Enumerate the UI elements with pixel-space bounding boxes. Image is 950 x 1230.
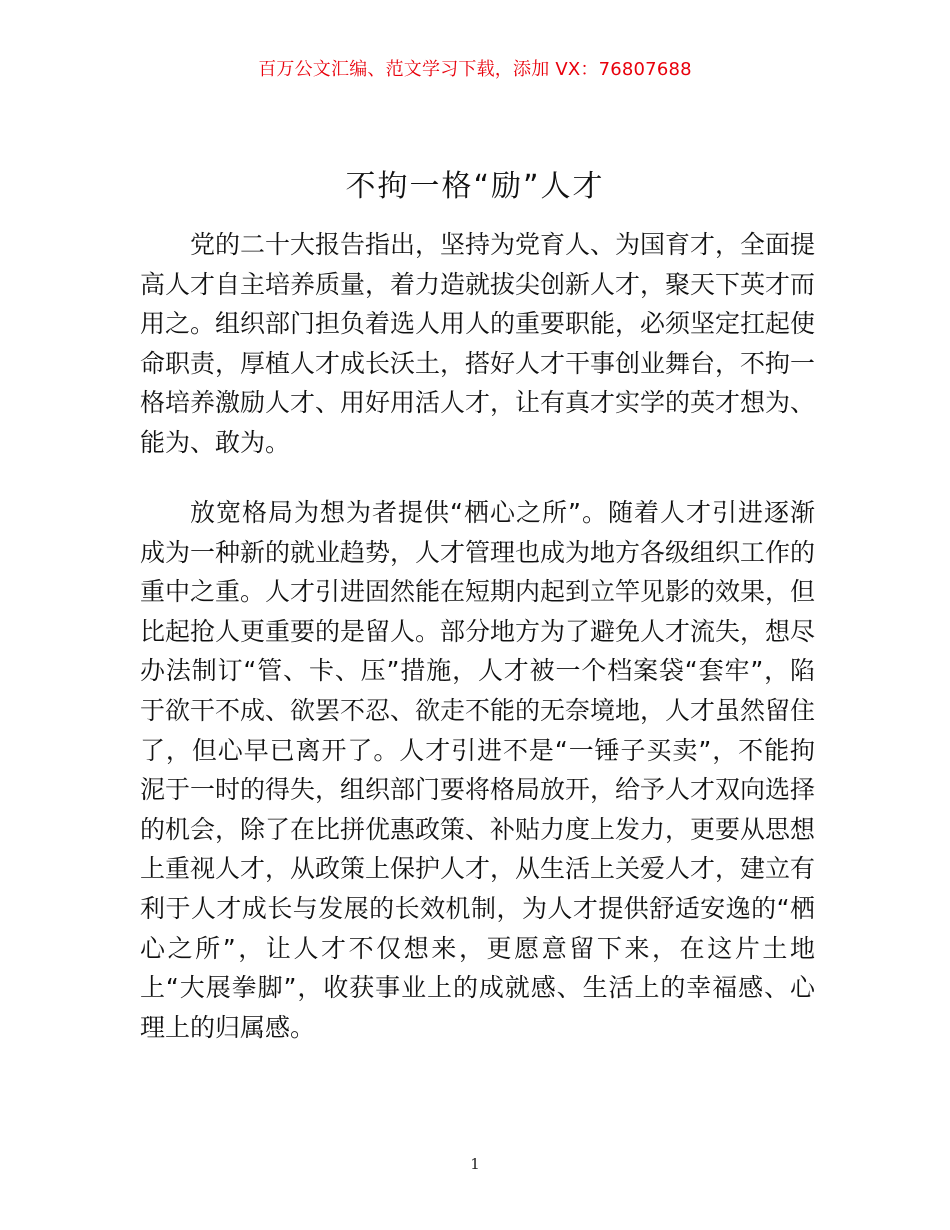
header-banner: 百万公文汇编、范文学习下载，添加 VX：76807688: [258, 59, 692, 80]
body-paragraph-2: 放宽格局为想为者提供“栖心之所”。随着人才引进逐渐成为一种新的就业趋势，人才管理也成为地方各级组织工作的重中之重。人才引进固然能在短期内起到立竿见影的效果，但比起抢人更重要的是留人。部分地方为了避免人才流失，想尽办法制订“管、卡、压”措施，人才被一个档案袋“套牢”，陷于欲干不成、欲罢不忍、欲走不能的无奈境地，人才虽然留住了，但心早已离开了。人才引进不是“一锤子买卖”，不能拘泥于一时的得失，组织部门要将格局放开，给予人才双向选择的机会，除了在比拼优惠政策、补贴力度上发力，更要从思想上重视人才，从政策上保护人才，从生活上关爱人才，建立有利于人才成长与发展的长效机制，为人才提供舒适安逸的“栖心之所”，让人才不仅想来，更愿意留下来，在这片土地上“大展拳脚”，收获事业上的成就感、生活上的幸福感、心理上的归属感。: [140, 498, 816, 1042]
page-title: 不拘一格“励”人才: [345, 169, 605, 204]
page-number: 1: [470, 1155, 480, 1173]
body-paragraph-1: 党的二十大报告指出，坚持为党育人、为国育才，全面提高人才自主培养质量，着力造就拔尖创新人才，聚天下英才而用之。组织部门担负着选人用人的重要职能，必须坚定扛起使命职责，厚植人才成长沃土，搭好人才干事创业舞台，不拘一格培养激励人才、用好用活人才，让有真才实学的英才想为、能为、敢为。: [140, 230, 816, 457]
